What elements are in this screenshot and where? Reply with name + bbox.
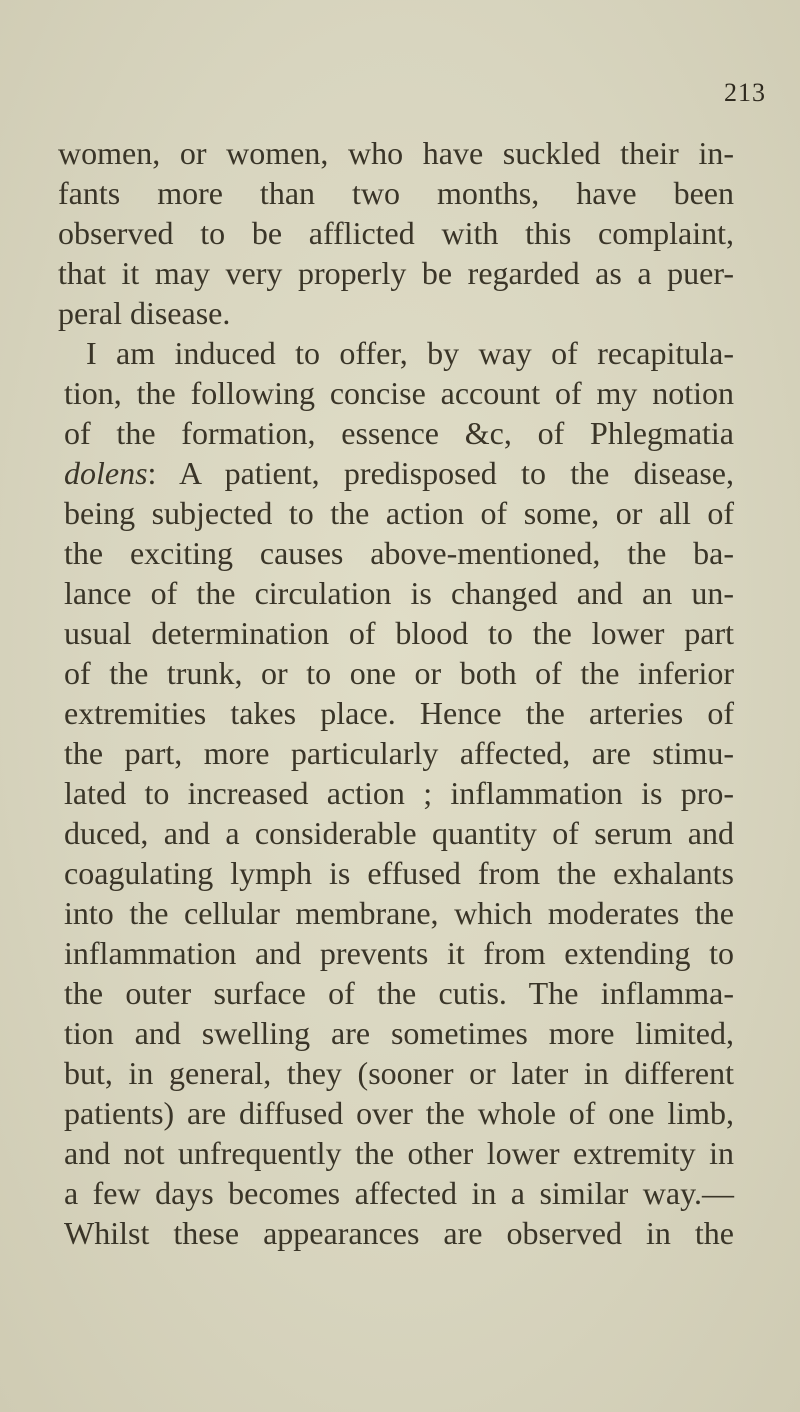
text-line: lated to increased action ; inflammation is pro- [64,775,734,811]
text-line: inflammation and prevents it from extending to [64,935,734,971]
text-line: observed to be afflicted with this complaint, [58,215,734,251]
text-line: into the cellular membrane, which moderates the [64,895,734,931]
text-line: duced, and a considerable quantity of serum and [64,815,734,851]
text-line: of the formation, essence &c, of Phlegmatia [64,415,734,451]
text-line: peral disease. [58,295,231,331]
text-line: the outer surface of the cutis. The inflamma- [64,975,734,1011]
text-line: coagulating lymph is effused from the exhalants [64,855,734,891]
text-line: being subjected to the action of some, or all of [64,495,734,531]
text-line: that it may very properly be regarded as a puer- [58,255,734,291]
text-line: a few days becomes affected in a similar way.— [64,1175,734,1211]
text-line: patients) are diffused over the whole of one limb, [64,1095,734,1131]
text-line: dolens: A patient, predisposed to the disease, [64,455,734,491]
text-line: lance of the circulation is changed and an un- [64,575,734,611]
page-number: 213 [724,78,766,107]
text-line: fants more than two months, have been [58,175,734,211]
text-line: but, in general, they (sooner or later in different [64,1055,734,1091]
text-line: the exciting causes above-mentioned, the ba- [64,535,734,571]
text-line: women, or women, who have suckled their in- [58,135,734,171]
text-line: usual determination of blood to the lower part [64,615,734,651]
text-line: the part, more particularly affected, are stimu- [64,735,734,771]
text-line: I am induced to offer, by way of recapitula- [86,335,734,371]
text-line: tion and swelling are sometimes more limited, [64,1015,734,1051]
text-line: tion, the following concise account of my notion [64,375,734,411]
text-line: extremities takes place. Hence the arteries of [64,695,734,731]
text-line: of the trunk, or to one or both of the inferior [64,655,734,691]
text-line: and not unfrequently the other lower extremity in [64,1135,734,1171]
text-line: Whilst these appearances are observed in the [64,1215,734,1251]
italic-term: dolens [64,455,148,491]
